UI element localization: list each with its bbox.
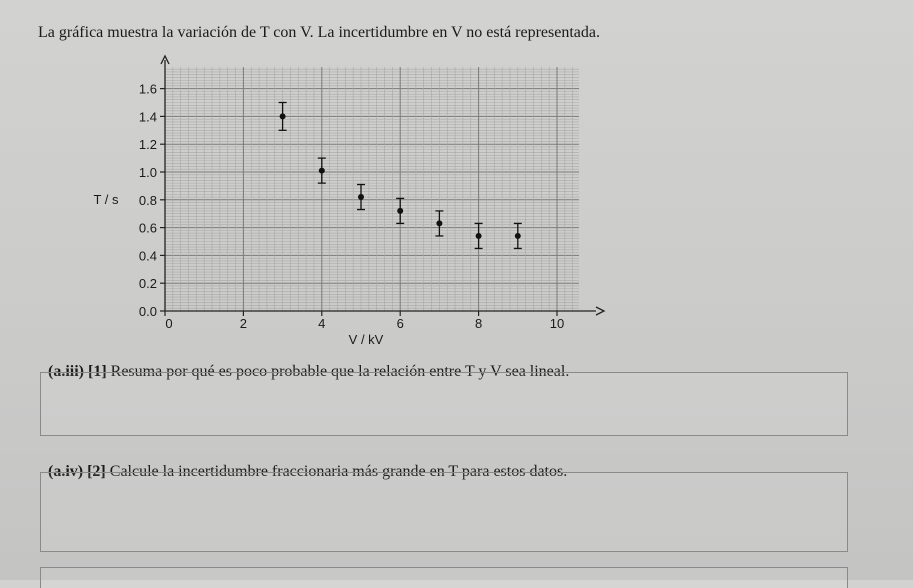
data-point — [319, 168, 325, 174]
x-tick-label: 10 — [549, 316, 565, 331]
x-tick-label: 8 — [474, 316, 483, 331]
question-a-iv-label: (a.iv) [2] — [48, 463, 106, 480]
data-point — [436, 220, 442, 226]
y-tick-label: 1.0 — [138, 165, 157, 180]
intro-text: La gráfica muestra la variación de T con V. La incertidumbre en V no está representada. — [38, 24, 601, 41]
question-a-iv-text: Calcule la incertidumbre fraccionaria más grande en T para estos datos. — [109, 463, 568, 480]
y-tick-label: 0.0 — [138, 304, 157, 319]
data-point — [280, 113, 286, 119]
x-tick-label: 2 — [239, 316, 248, 331]
y-tick-label: 0.4 — [138, 248, 157, 264]
question-a-iii-text: Resuma por qué es poco probable que la relación entre T y V sea lineal. — [110, 363, 570, 380]
y-tick-label: 0.2 — [138, 276, 157, 292]
y-tick-label: 0.6 — [138, 220, 157, 236]
data-point — [397, 208, 403, 214]
x-tick-label: 6 — [396, 316, 404, 331]
question-a-iii-label: (a.iii) [1] — [48, 363, 107, 380]
answer-box-next[interactable] — [40, 567, 848, 588]
y-tick-label: 1.2 — [138, 137, 157, 153]
x-axis-label: V / kV — [348, 332, 384, 347]
answer-box-a-iii[interactable] — [40, 372, 848, 436]
data-point — [515, 233, 521, 239]
x-tick-label: 4 — [318, 316, 326, 331]
data-point — [476, 233, 482, 239]
x-axis-arrow — [596, 307, 604, 315]
data-point — [358, 194, 364, 200]
y-tick-label: 1.6 — [138, 81, 157, 97]
grid — [165, 67, 579, 311]
y-tick-label: 0.8 — [138, 192, 157, 208]
y-tick-label: 1.4 — [138, 109, 157, 125]
y-axis-label: T / s — [93, 192, 119, 207]
x-tick-label: 0 — [165, 316, 173, 331]
answer-box-a-iv[interactable] — [40, 472, 848, 552]
